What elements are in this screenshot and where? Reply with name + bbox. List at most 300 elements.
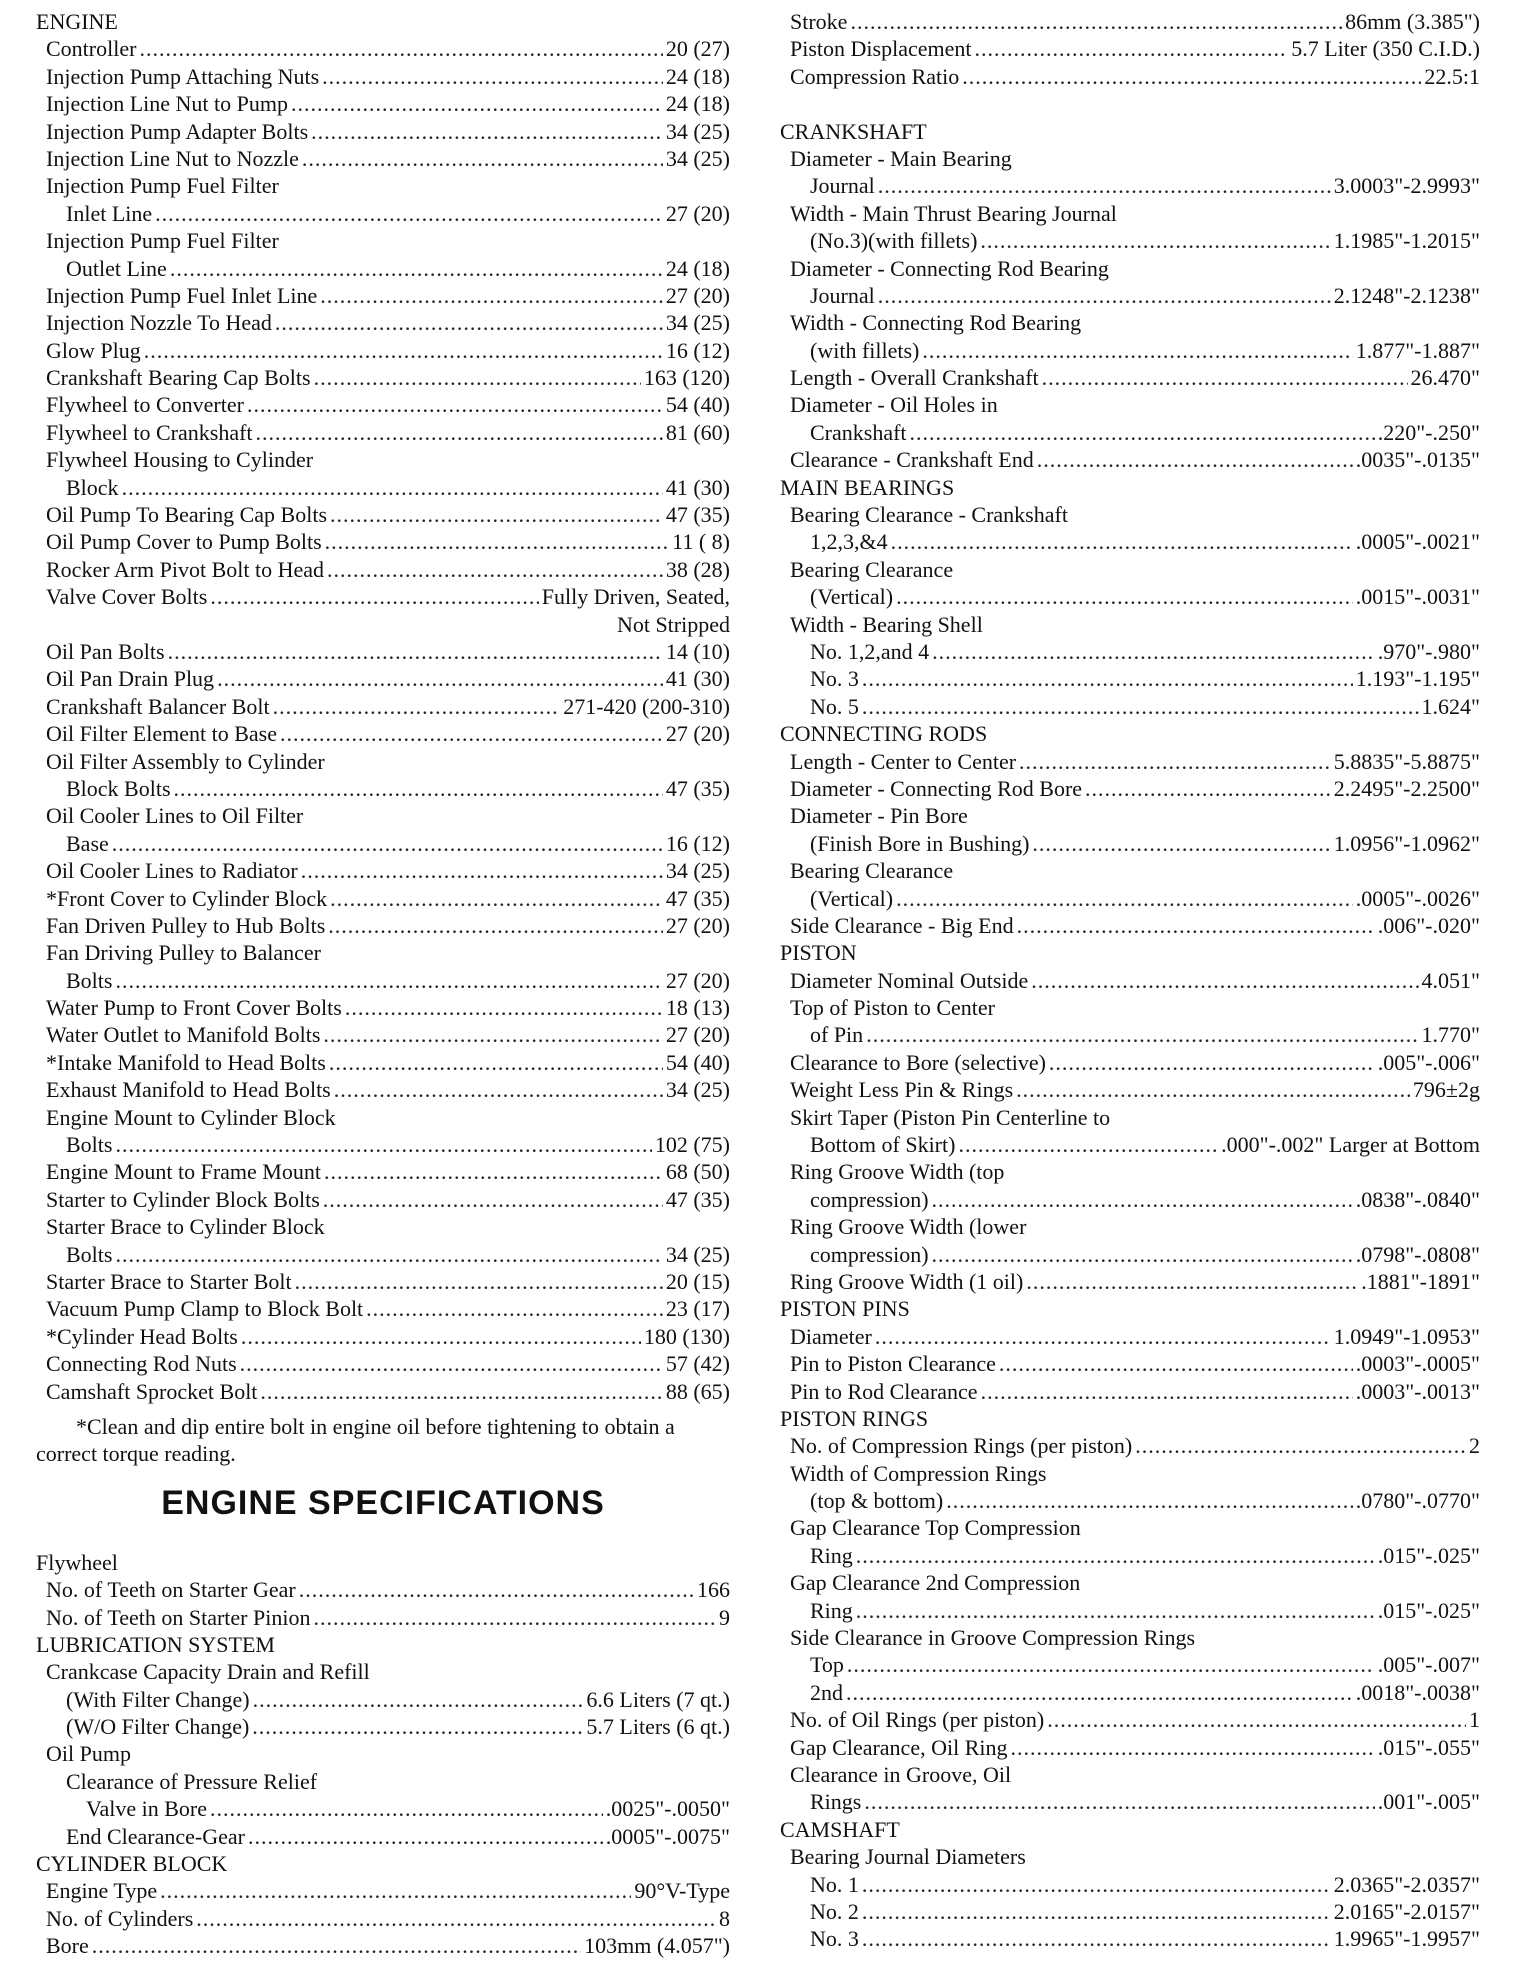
spec-value: .0780"-.0770" — [1355, 1488, 1480, 1514]
spec-subheading — [780, 501, 1480, 528]
dot-leader — [866, 1021, 1418, 1048]
spec-label: Injection Pump Adapter Bolts — [46, 118, 309, 144]
spec-label: PISTON — [780, 940, 857, 966]
spec-label: Bearing Clearance — [790, 556, 954, 582]
spec-label: MAIN BEARINGS — [780, 474, 955, 500]
spec-row — [36, 200, 730, 227]
dot-leader — [252, 1713, 583, 1740]
spec-label: Bore — [46, 1933, 89, 1959]
spec-subheading — [36, 802, 730, 829]
spec-label: Width - Connecting Rod Bearing — [790, 310, 1082, 336]
spec-value: .0035"-.0135" — [1355, 447, 1480, 473]
spec-value: 88 (65) — [665, 1378, 730, 1404]
spec-label: CONNECTING RODS — [780, 721, 988, 747]
dot-leader — [196, 1905, 716, 1932]
spec-value: 22.5:1 — [1424, 63, 1480, 89]
spec-value: 14 (10) — [665, 638, 730, 664]
spec-subheading — [780, 1213, 1480, 1240]
dot-leader — [850, 8, 1342, 35]
dot-leader — [323, 1021, 662, 1048]
spec-label: PISTON RINGS — [780, 1405, 929, 1431]
spec-value: 1.9965"-1.9957" — [1333, 1926, 1480, 1952]
spec-row — [780, 1186, 1480, 1213]
dot-leader — [334, 1076, 663, 1103]
spec-row — [780, 1871, 1480, 1898]
spec-label: Bearing Clearance - Crankshaft — [790, 502, 1068, 528]
spec-list — [36, 1549, 730, 1960]
section-heading — [780, 474, 1480, 501]
spec-label: No. 5 — [810, 693, 859, 719]
spec-label: Water Pump to Front Cover Bolts — [46, 995, 342, 1021]
spec-value: 41 (30) — [665, 474, 730, 500]
spec-label: Glow Plug — [46, 337, 141, 363]
spec-row — [780, 1651, 1480, 1678]
spec-value: 20 (15) — [665, 1268, 730, 1294]
spec-label: Crankshaft Bearing Cap Bolts — [46, 365, 311, 391]
spec-row — [36, 665, 730, 692]
dot-leader — [999, 1350, 1353, 1377]
spec-subheading — [36, 1768, 730, 1795]
spec-row — [36, 1076, 730, 1103]
spec-row — [36, 1713, 730, 1740]
dot-leader — [217, 665, 663, 692]
spec-value: 1.770" — [1421, 1022, 1480, 1048]
spec-label: Ring Groove Width (1 oil) — [790, 1268, 1024, 1294]
spec-row — [36, 255, 730, 282]
spec-value: .0838"-.0840" — [1355, 1186, 1480, 1212]
spec-value: 24 (18) — [665, 91, 730, 117]
spec-row — [36, 1158, 730, 1185]
spec-label: No. 3 — [810, 1926, 859, 1952]
spec-row — [36, 1604, 730, 1631]
spec-value: 102 (75) — [654, 1132, 730, 1158]
spec-row — [36, 1795, 730, 1822]
section-heading — [36, 1549, 730, 1576]
spec-row — [36, 309, 730, 336]
spec-subheading — [36, 1104, 730, 1131]
spec-row — [780, 1788, 1480, 1815]
dot-leader — [313, 1604, 716, 1631]
section-heading — [780, 720, 1480, 747]
spec-value: 5.7 Liters (6 qt.) — [586, 1714, 730, 1740]
spec-value: 9 — [719, 1604, 730, 1630]
spec-subheading — [780, 556, 1480, 583]
spec-label: (Vertical) — [810, 885, 894, 911]
spec-row — [36, 556, 730, 583]
spec-label: Engine Mount to Cylinder Block — [46, 1104, 336, 1130]
spec-label: Rocker Arm Pivot Bolt to Head — [46, 556, 325, 582]
spacer — [780, 90, 1480, 117]
spec-label: Oil Cooler Lines to Radiator — [46, 858, 298, 884]
spec-row — [780, 885, 1480, 912]
spec-row — [780, 1734, 1480, 1761]
spec-label: CYLINDER BLOCK — [36, 1851, 228, 1877]
spec-value: 8 — [719, 1905, 730, 1931]
dot-leader — [291, 90, 663, 117]
spec-label: Base — [66, 830, 109, 856]
spec-subheading — [780, 1624, 1480, 1651]
spec-row — [780, 1076, 1480, 1103]
dot-leader — [1017, 912, 1375, 939]
spec-value: .0015"-.0031" — [1355, 584, 1480, 610]
dot-leader — [248, 1823, 603, 1850]
dot-leader — [247, 391, 663, 418]
spec-row — [36, 419, 730, 446]
spec-label: Starter to Cylinder Block Bolts — [46, 1186, 320, 1212]
spec-label: Clearance in Groove, Oil — [790, 1762, 1012, 1787]
spec-value: 3.0003"-2.9993" — [1333, 173, 1480, 199]
spec-value: 27 (20) — [665, 912, 730, 938]
spec-row — [36, 118, 730, 145]
spec-subheading — [780, 994, 1480, 1021]
dot-leader — [160, 1877, 631, 1904]
spec-label: PISTON PINS — [780, 1296, 910, 1322]
spec-value: .0798"-.0808" — [1355, 1241, 1480, 1267]
spec-row — [36, 967, 730, 994]
dot-leader — [1037, 446, 1353, 473]
dot-leader — [932, 1186, 1353, 1213]
dot-leader — [1047, 1706, 1466, 1733]
spec-row — [36, 1268, 730, 1295]
dot-leader — [314, 364, 641, 391]
spec-row — [780, 1241, 1480, 1268]
spec-label: Crankshaft Balancer Bolt — [46, 693, 270, 719]
spec-row — [780, 665, 1480, 692]
spec-value: 27 (20) — [665, 200, 730, 226]
spec-label: Diameter - Connecting Rod Bearing — [790, 255, 1109, 281]
spec-row — [780, 419, 1480, 446]
spec-label: Injection Pump Fuel Inlet Line — [46, 282, 318, 308]
spec-label: Pin to Rod Clearance — [790, 1378, 978, 1404]
spec-value: 4.051" — [1421, 967, 1480, 993]
spec-subheading — [780, 1514, 1480, 1541]
dot-leader — [896, 885, 1353, 912]
spec-label: Exhaust Manifold to Head Bolts — [46, 1077, 331, 1103]
spec-subheading — [780, 391, 1480, 418]
right-column — [780, 8, 1480, 1953]
spec-subheading — [36, 227, 730, 254]
spec-subheading — [780, 1104, 1480, 1131]
spec-value: .005"-.006" — [1377, 1049, 1480, 1075]
spec-label: Controller — [46, 36, 137, 62]
spec-label: Gap Clearance Top Compression — [790, 1515, 1081, 1541]
spec-value: 90°V-Type — [634, 1878, 730, 1904]
spec-row — [780, 1350, 1480, 1377]
spec-value: 27 (20) — [665, 1022, 730, 1048]
spec-subheading — [780, 802, 1480, 829]
spec-label: Skirt Taper (Piston Pin Centerline to — [790, 1104, 1111, 1130]
dot-leader — [322, 63, 663, 90]
spec-label: Oil Pump — [46, 1741, 131, 1767]
spec-value: 54 (40) — [665, 392, 730, 418]
spec-row — [36, 1049, 730, 1076]
spec-label: Oil Filter Element to Base — [46, 721, 277, 747]
spec-value: .005"-.007" — [1377, 1652, 1480, 1678]
spec-label: *Intake Manifold to Head Bolts — [46, 1049, 326, 1075]
spec-subheading — [780, 309, 1480, 336]
spec-row — [780, 638, 1480, 665]
spec-value: .000"-.002" Larger at Bottom — [1221, 1132, 1480, 1158]
spec-value: 2.0365"-2.0357" — [1333, 1871, 1480, 1897]
spec-label: Bearing Journal Diameters — [790, 1844, 1026, 1870]
dot-leader — [325, 528, 670, 555]
section-heading — [780, 1816, 1480, 1843]
spec-label: *Cylinder Head Bolts — [46, 1323, 238, 1349]
spec-row — [780, 1432, 1480, 1459]
dot-leader — [280, 720, 663, 747]
spec-label: Injection Nozzle To Head — [46, 310, 272, 336]
spec-label: Outlet Line — [66, 255, 167, 281]
dot-leader — [847, 1651, 1375, 1678]
spec-value: .0005"-.0026" — [1355, 885, 1480, 911]
spec-subheading — [780, 255, 1480, 282]
spec-row — [780, 912, 1480, 939]
spec-label: (Vertical) — [810, 584, 894, 610]
spec-value: 24 (18) — [665, 255, 730, 281]
dot-leader — [856, 1542, 1375, 1569]
spec-value: 2.0165"-2.0157" — [1333, 1898, 1480, 1924]
spec-row — [36, 1186, 730, 1213]
spec-value: 2 — [1469, 1433, 1480, 1459]
spec-value: 5.7 Liter (350 C.I.D.) — [1291, 36, 1480, 62]
spec-label: (With Filter Change) — [66, 1686, 250, 1712]
spec-value: 20 (27) — [665, 36, 730, 62]
spec-label: Stroke — [790, 9, 848, 34]
spec-row — [36, 282, 730, 309]
dot-leader — [329, 1049, 663, 1076]
section-heading — [780, 1295, 1480, 1322]
spec-row — [780, 528, 1480, 555]
dot-leader — [240, 1350, 663, 1377]
spec-label: Inlet Line — [66, 200, 153, 226]
spec-label: Flywheel Housing to Cylinder — [46, 447, 314, 473]
spec-label: Diameter — [790, 1323, 872, 1349]
spec-value: .006"-.020" — [1377, 912, 1480, 938]
spec-subheading — [780, 1569, 1480, 1596]
spec-value: .0003"-.0005" — [1355, 1351, 1480, 1377]
dot-leader — [932, 1241, 1353, 1268]
spec-label: Oil Filter Assembly to Cylinder — [46, 748, 325, 774]
dot-leader — [980, 227, 1330, 254]
spec-label: Bottom of Skirt) — [810, 1132, 956, 1158]
dot-leader — [170, 255, 663, 282]
spec-label: Fan Driving Pulley to Balancer — [46, 940, 321, 966]
spec-value: 27 (20) — [665, 967, 730, 993]
spec-value: 81 (60) — [665, 419, 730, 445]
spec-row — [36, 1295, 730, 1322]
spec-subheading — [36, 172, 730, 199]
spec-value: 47 (35) — [665, 1186, 730, 1212]
spec-label: Side Clearance - Big End — [790, 912, 1014, 938]
spec-value: Not Stripped — [616, 611, 730, 637]
spec-label: Piston Displacement — [790, 36, 972, 62]
spec-label: (with fillets) — [810, 337, 920, 363]
spec-value: 38 (28) — [665, 556, 730, 582]
dot-leader — [144, 337, 663, 364]
section-heading — [36, 1850, 730, 1877]
spec-value: 27 (20) — [665, 721, 730, 747]
dot-leader — [856, 1597, 1375, 1624]
spec-label: Injection Pump Fuel Filter — [46, 228, 279, 254]
spec-value: .970"-.980" — [1377, 638, 1480, 664]
spec-value: .0003"-.0013" — [1355, 1378, 1480, 1404]
spec-label: Diameter - Oil Holes in — [790, 392, 998, 418]
spec-label: Crankcase Capacity Drain and Refill — [46, 1659, 370, 1685]
spec-subheading — [780, 1761, 1480, 1788]
spec-subheading — [780, 1460, 1480, 1487]
dot-leader — [366, 1295, 663, 1322]
spec-label: Top — [810, 1652, 844, 1678]
spec-label: Engine Mount to Frame Mount — [46, 1159, 321, 1185]
spec-row — [780, 446, 1480, 473]
spec-subheading — [780, 1843, 1480, 1870]
spec-label: Oil Pan Drain Plug — [46, 666, 215, 692]
spec-value: .015"-.025" — [1377, 1542, 1480, 1568]
spec-label: LUBRICATION SYSTEM — [36, 1631, 275, 1657]
spec-value: .015"-.055" — [1377, 1734, 1480, 1760]
spec-value: 18 (13) — [665, 995, 730, 1021]
spec-row — [36, 885, 730, 912]
spec-row — [780, 1597, 1480, 1624]
spec-value: 11 ( 8) — [672, 529, 730, 555]
spec-row — [780, 8, 1480, 35]
spec-label: Length - Overall Crankshaft — [790, 365, 1039, 391]
spec-label: Oil Pump Cover to Pump Bolts — [46, 529, 322, 555]
spec-value: 34 (25) — [665, 118, 730, 144]
spec-label: No. 1 — [810, 1871, 859, 1897]
spec-label: End Clearance-Gear — [66, 1823, 245, 1849]
spec-subheading — [36, 1658, 730, 1685]
spec-label: Oil Cooler Lines to Oil Filter — [46, 803, 304, 829]
dot-leader — [981, 1378, 1353, 1405]
spec-label: CAMSHAFT — [780, 1816, 900, 1842]
spec-value: 86mm (3.385") — [1345, 9, 1480, 34]
spec-value: 23 (17) — [665, 1296, 730, 1322]
spec-row — [36, 35, 730, 62]
dot-leader — [1032, 830, 1330, 857]
spec-label: Valve in Bore — [86, 1796, 207, 1822]
spec-value: 796±2g — [1412, 1077, 1480, 1103]
spec-value: 180 (130) — [643, 1323, 730, 1349]
spec-label: Starter Brace to Starter Bolt — [46, 1268, 292, 1294]
spec-label: Diameter - Pin Bore — [790, 803, 968, 829]
spec-row — [36, 501, 730, 528]
spec-label: No. of Cylinders — [46, 1905, 194, 1931]
spec-label: 1,2,3,&4 — [810, 529, 888, 555]
spec-subheading — [36, 1213, 730, 1240]
spec-value: 34 (25) — [665, 858, 730, 884]
spec-row — [36, 775, 730, 802]
spec-row — [36, 638, 730, 665]
spec-value: 6.6 Liters (7 qt.) — [586, 1686, 730, 1712]
spec-row — [36, 528, 730, 555]
spec-label: 2nd — [810, 1679, 843, 1705]
spec-value: 1 — [1469, 1707, 1480, 1733]
dot-leader — [299, 1576, 694, 1603]
spec-value: 1.1985"-1.2015" — [1333, 228, 1480, 254]
spec-row — [36, 857, 730, 884]
dot-leader — [115, 1241, 662, 1268]
spec-row — [36, 720, 730, 747]
spec-value: .0005"-.0021" — [1355, 529, 1480, 555]
left-column — [36, 8, 730, 1960]
dot-leader — [253, 1686, 584, 1713]
spec-value: .0005"-.0075" — [605, 1823, 730, 1849]
spec-subheading — [780, 611, 1480, 638]
spec-row — [36, 1323, 730, 1350]
spec-label: (W/O Filter Change) — [66, 1714, 250, 1740]
spec-row — [36, 1241, 730, 1268]
spec-label: Diameter - Main Bearing — [790, 145, 1012, 171]
dot-leader — [896, 583, 1353, 610]
spec-label: Oil Pan Bolts — [46, 638, 165, 664]
dot-leader — [1011, 1734, 1375, 1761]
dot-leader — [168, 638, 663, 665]
spec-row — [36, 1823, 730, 1850]
dot-leader — [155, 200, 663, 227]
specs-title: ENGINE SPECIFICATIONS — [161, 1483, 605, 1522]
spec-label: Valve Cover Bolts — [46, 584, 208, 610]
spec-label: Length - Center to Center — [790, 748, 1017, 774]
spec-value: 54 (40) — [665, 1049, 730, 1075]
dot-leader — [115, 1131, 651, 1158]
spec-subheading — [36, 446, 730, 473]
spec-label: Rings — [810, 1789, 862, 1815]
dot-leader — [891, 528, 1353, 555]
spec-row — [780, 1487, 1480, 1514]
spec-subheading — [36, 1740, 730, 1767]
spec-label: *Front Cover to Cylinder Block — [46, 885, 328, 911]
spec-row — [780, 1898, 1480, 1925]
dot-leader — [324, 1158, 663, 1185]
spec-row — [36, 693, 730, 720]
spec-subheading — [36, 748, 730, 775]
torque-list — [36, 35, 730, 1405]
spec-label: Fan Driven Pulley to Hub Bolts — [46, 912, 326, 938]
spec-row — [780, 1268, 1480, 1295]
spec-row — [780, 1925, 1480, 1952]
spec-row — [780, 583, 1480, 610]
spec-label: No. of Teeth on Starter Gear — [46, 1577, 296, 1603]
spec-label: Ring — [810, 1542, 853, 1568]
spec-label: Bolts — [66, 967, 113, 993]
spec-label: Journal — [810, 282, 875, 308]
spec-row — [780, 1706, 1480, 1733]
spec-label: Oil Pump To Bearing Cap Bolts — [46, 502, 328, 528]
spec-label: Bearing Clearance — [790, 858, 954, 884]
spec-row — [36, 63, 730, 90]
spec-label: No. of Compression Rings (per piston) — [790, 1433, 1133, 1459]
spec-label: Pin to Piston Clearance — [790, 1351, 996, 1377]
dot-leader — [301, 857, 663, 884]
spec-subheading — [780, 857, 1480, 884]
dot-leader — [878, 282, 1331, 309]
dot-leader — [295, 1268, 663, 1295]
spec-label: Journal — [810, 173, 875, 199]
spec-label: Ring — [810, 1597, 853, 1623]
spec-value: 2.1248"-2.1238" — [1333, 282, 1480, 308]
spec-row — [780, 172, 1480, 199]
spec-row — [36, 1131, 730, 1158]
spec-value: .001"-.005" — [1377, 1789, 1480, 1815]
spec-label: Connecting Rod Nuts — [46, 1351, 237, 1377]
spec-row — [780, 364, 1480, 391]
section-heading — [780, 118, 1480, 145]
spec-row — [780, 830, 1480, 857]
spec-label: Starter Brace to Cylinder Block — [46, 1214, 325, 1240]
dot-leader — [946, 1487, 1352, 1514]
spec-label: Vacuum Pump Clamp to Block Bolt — [46, 1296, 364, 1322]
